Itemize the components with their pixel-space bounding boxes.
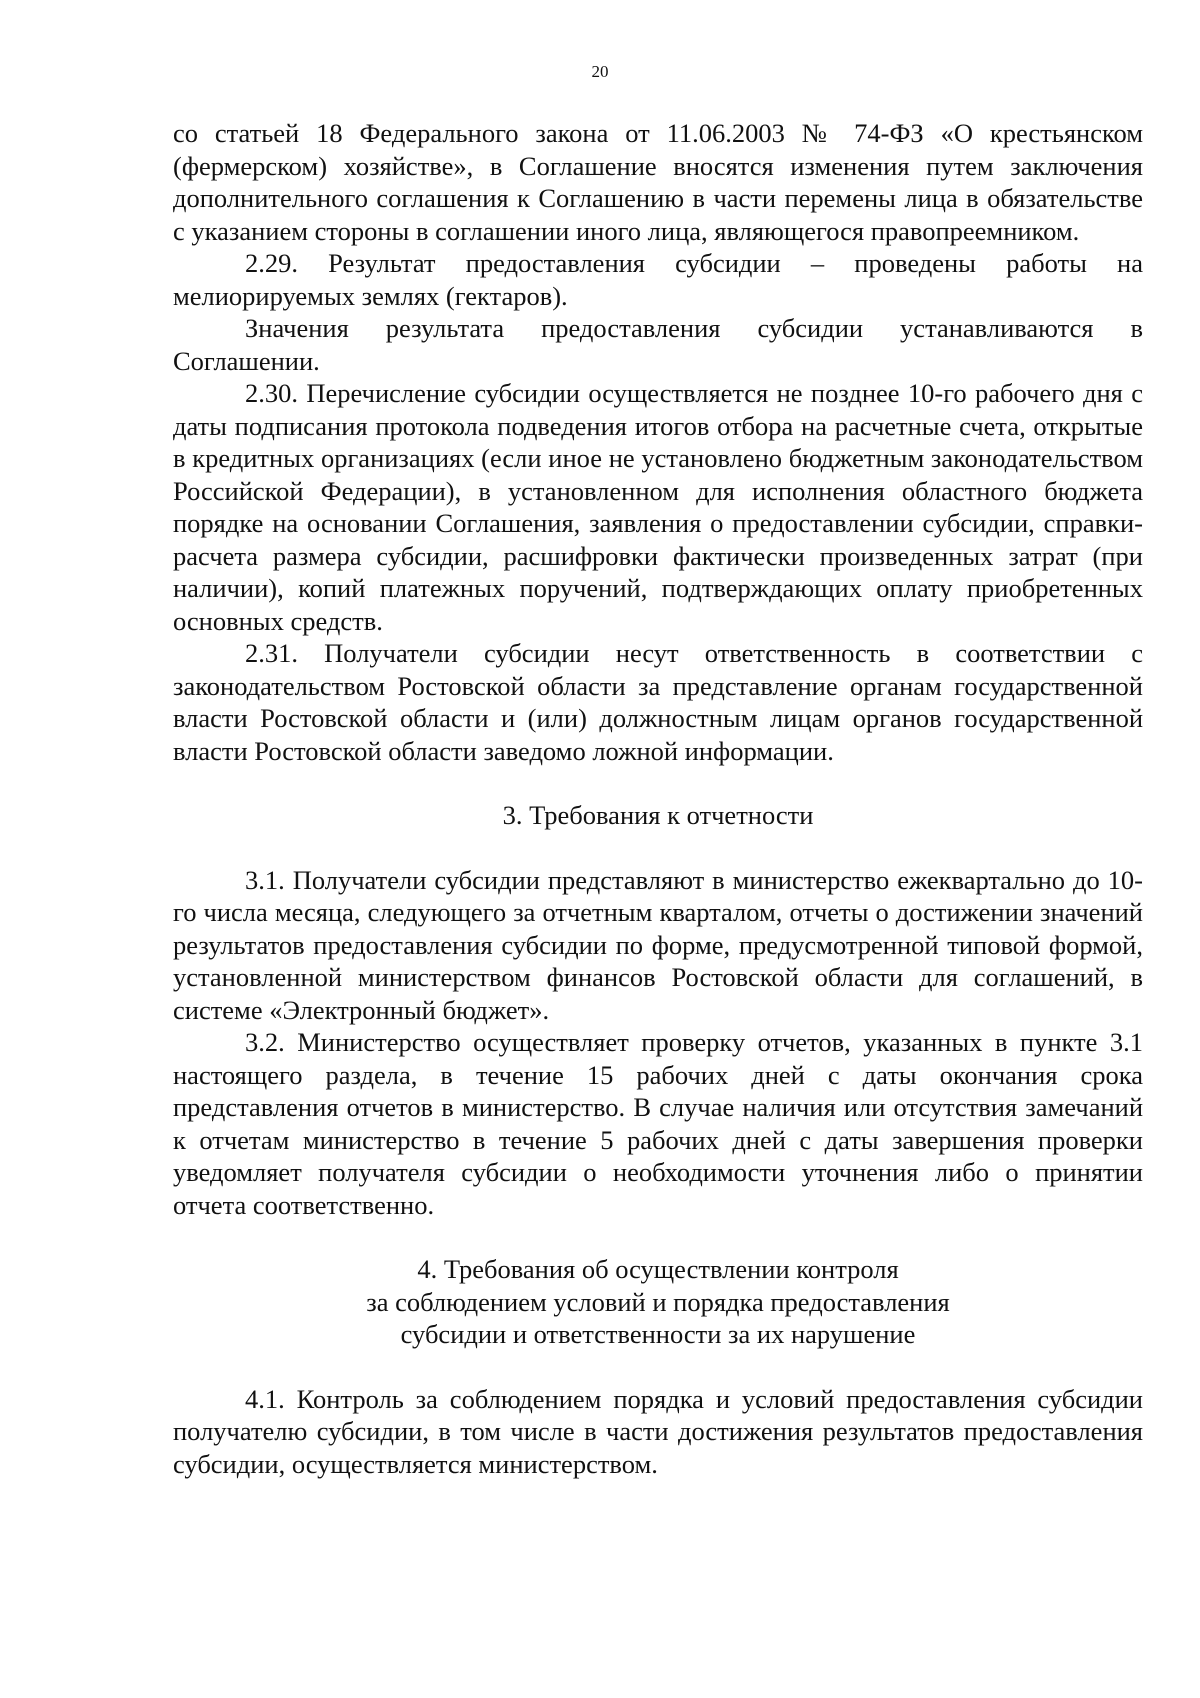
paragraph-3-2: 3.2. Министерство осуществляет проверку отчетов, указанных в пункте 3.1 настоящего раздела, в течение 15 рабочих дней с даты окончания срока представления отчетов в министерство. В случае наличия или отсутствия замечаний к отчетам министерство в течение 5 рабочих дней с даты завершения проверки уведомляет получателя субсидии о необходимости уточнения либо о принятии отчета соответственно.: [173, 1027, 1143, 1220]
page-number: 20: [591, 62, 609, 81]
section-4-heading-line-1: 4. Требования об осуществлении контроля: [417, 1254, 899, 1284]
paragraph-2-29: 2.29. Результат предоставления субсидии – проведены работы на мелиорируемых землях (гектаров).: [173, 248, 1143, 311]
section-4-heading: [173, 1253, 1143, 1351]
paragraph-3-1: 3.1. Получатели субсидии представляют в министерство ежеквартально до 10-го числа месяца, следующего за отчетным кварталом, отчеты о достижении значений результатов предоставления субсидии по форме, предусмотренной типовой формой, установленной министерством финансов Ростовской области для соглашений, в системе «Электронный бюджет».: [173, 864, 1143, 1025]
section-3-heading: 3. Требования к отчетности: [502, 800, 814, 830]
paragraph-2-29-values: Значения результата предоставления субсидии устанавливаются в Соглашении.: [173, 313, 1143, 376]
paragraph-2-31: 2.31. Получатели субсидии несут ответственность в соответствии с законодательством Ростовской области за представление органам государственной власти Ростовской области и (или) должностным лицам органов государственной власти Ростовской области заведомо ложной информации.: [173, 638, 1143, 766]
section-4-heading-line-2: за соблюдением условий и порядка предоставления: [366, 1286, 950, 1317]
paragraph-2-30: 2.30. Перечисление субсидии осуществляется не позднее 10-го рабочего дня с даты подписания протокола подведения итогов отбора на расчетные счета, открытые в кредитных организациях (если иное не установлено бюджетным законодательством Российской Федерации), в установленном для исполнения областного бюджета порядке на основании Соглашения, заявления о предоставлении субсидии, справки-расчета размера субсидии, расшифровки фактически произведенных затрат (при наличии), копий платежных поручений, подтверждающих оплату приобретенных основных средств.: [173, 378, 1143, 636]
document-body: [173, 117, 1143, 1480]
paragraph-intro-continuation: со статьей 18 Федерального закона от 11.06.2003 № 74-ФЗ «О крестьянском (фермерском) хозяйстве», в Соглашение вносятся изменения путем заключения дополнительного соглашения к Соглашению в части перемены лица в обязательстве с указанием стороны в соглашении иного лица, являющегося правопреемником.: [173, 118, 1143, 246]
section-4-heading-line-3: субсидии и ответственности за их нарушение: [400, 1319, 916, 1349]
paragraph-4-1: 4.1. Контроль за соблюдением порядка и условий предоставления субсидии получателю субсидии, в том числе в части достижения результатов предоставления субсидии, осуществляется министерством.: [173, 1383, 1143, 1479]
